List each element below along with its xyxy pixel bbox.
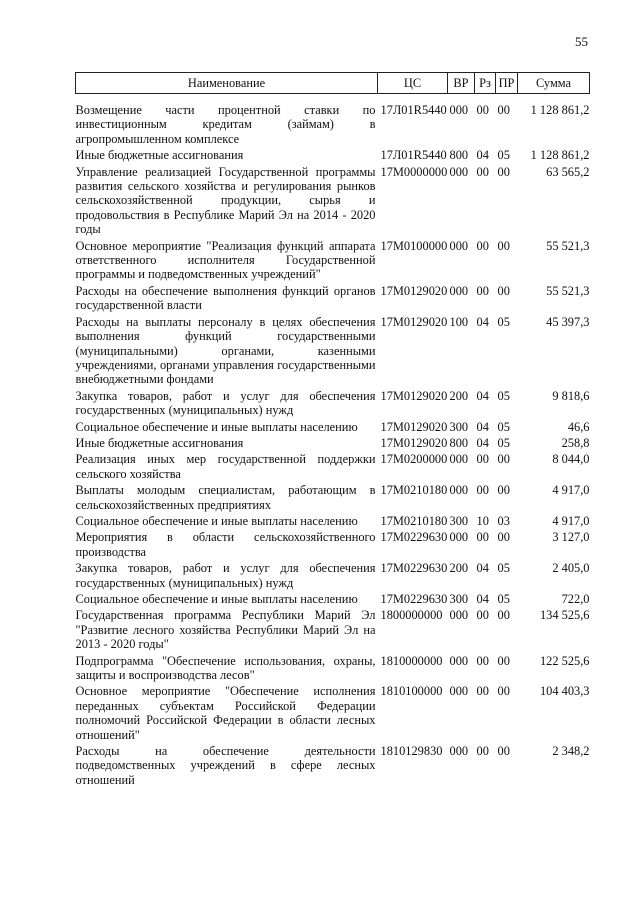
cell-sum: 45 397,3 [546,314,590,329]
cell-rz: 00 [476,103,489,117]
cell-pr: 05 [497,435,510,450]
cell-sum: 55 521,3 [546,283,590,298]
cell-name: Расходы на обеспечение выполнения функций органов государственной власти [75,283,376,313]
table-row [76,608,590,653]
cell-cs: 17М0229630 [380,530,448,545]
cell-vr: 800 [449,148,469,163]
table-row [76,654,590,685]
cell-sum: 2 405,0 [552,561,590,576]
cell-rz: 00 [476,653,489,668]
cell-vr: 000 [449,483,469,498]
cell-pr: 00 [497,452,510,467]
cell-name: Выплаты молодым специалистам, работающим в сельскохозяйственных предприятиях [75,483,376,512]
cell-rz: 00 [476,684,489,699]
cell-rz: 00 [476,452,489,467]
cell-vr: 300 [449,419,469,434]
cell-vr: 000 [449,530,469,545]
cell-vr: 000 [449,283,469,298]
cell-name: Основное мероприятие "Реализация функций аппарата ответственного исполнителя Государственной программы и подведомственных учреждений" [75,238,376,282]
table-row [76,239,590,284]
budget-table [75,72,590,789]
cell-name: Расходы на обеспечение деятельности подведомственных учреждений в сфере лесных отношений [75,744,376,787]
cell-cs: 17М0100000 [380,238,448,253]
cell-pr: 05 [497,592,510,606]
cell-name: Возмещение части процентной ставки по инвестиционным кредитам (займам) в агропромышленном комплексе [75,103,376,146]
cell-pr: 05 [497,388,510,403]
cell-name: Иные бюджетные ассигнования [75,435,244,450]
cell-cs: 17М0129020 [380,314,448,329]
table-row [76,452,590,483]
cell-name: Мероприятия в области сельскохозяйственного производства [75,530,376,559]
table-row [76,148,590,164]
header-rz: Рз [475,73,496,94]
cell-vr: 000 [449,238,469,253]
cell-sum: 8 044,0 [552,452,590,467]
cell-cs: 17Л01R5440 [380,148,447,163]
cell-cs: 1810000000 [380,653,443,668]
table-row [76,514,590,530]
cell-pr: 00 [497,744,510,759]
cell-vr: 300 [449,513,469,528]
cell-vr: 300 [449,592,469,606]
cell-cs: 17М0129020 [380,435,448,450]
table-row [76,284,590,315]
header-pr: ПР [496,73,518,94]
cell-rz: 00 [476,164,489,179]
cell-pr: 00 [497,483,510,498]
cell-rz: 04 [476,561,489,576]
table-row [76,483,590,514]
header-sum: Сумма [518,73,590,94]
cell-pr: 00 [497,283,510,298]
cell-vr: 000 [449,164,469,179]
cell-pr: 00 [497,608,510,623]
cell-rz: 00 [476,238,489,253]
cell-sum: 258,8 [561,435,590,450]
cell-name: Расходы на выплаты персоналу в целях обеспечения выполнения функций государственными (муниципальными) органами, казенными учреждениями, органами управления государственными внебюджетными фондами [75,314,376,387]
cell-sum: 4 917,0 [552,513,590,528]
cell-vr: 000 [449,452,469,467]
cell-cs: 17М0129020 [380,283,448,298]
cell-rz: 00 [476,608,489,623]
cell-pr: 03 [497,513,510,528]
cell-name: Подпрограмма "Обеспечение использования, охраны, защиты и воспроизводства лесов" [75,653,376,683]
table-row [76,592,590,608]
cell-cs: 1810129830 [380,744,443,759]
cell-pr: 05 [497,561,510,576]
cell-name: Социальное обеспечение и иные выплаты населению [75,513,358,528]
cell-sum: 2 348,2 [552,744,590,759]
cell-pr: 00 [497,164,510,179]
cell-name: Социальное обеспечение и иные выплаты населению [75,592,358,606]
cell-rz: 04 [476,388,489,403]
cell-cs: 17М0210180 [380,513,448,528]
cell-sum: 63 565,2 [546,164,590,179]
cell-vr: 200 [449,561,469,576]
cell-cs: 1800000000 [380,608,443,623]
table-row [76,561,590,592]
cell-cs: 1810100000 [380,684,443,699]
table-row [76,530,590,561]
cell-vr: 100 [449,314,469,329]
cell-vr: 000 [449,653,469,668]
cell-sum: 3 127,0 [552,530,590,545]
header-vr: ВР [448,73,475,94]
cell-sum: 1 128 861,2 [530,103,590,117]
cell-name: Реализация иных мер государственной поддержки сельского хозяйства [75,452,376,481]
header-cs: ЦС [378,73,448,94]
cell-cs: 17М0210180 [380,483,448,498]
page-number: 55 [575,34,588,49]
cell-rz: 10 [476,513,489,528]
cell-name: Государственная программа Республики Марий Эл "Развитие лесного хозяйства Республики Марий Эл на 2013 - 2020 годы" [75,608,376,652]
cell-vr: 000 [449,684,469,699]
cell-vr: 800 [449,435,469,450]
cell-name: Закупка товаров, работ и услуг для обеспечения государственных (муниципальных) нужд [75,388,376,418]
cell-sum: 722,0 [561,592,590,606]
cell-rz: 04 [476,592,489,606]
table-header [76,73,590,94]
cell-sum: 46,6 [567,419,590,434]
cell-pr: 00 [497,653,510,668]
cell-cs: 17М0229630 [380,561,448,576]
cell-cs: 17М0200000 [380,452,448,467]
table-body [76,94,590,790]
table-row [76,744,590,789]
cell-name: Социальное обеспечение и иные выплаты населению [75,419,358,434]
cell-vr: 000 [449,103,469,117]
cell-rz: 04 [476,314,489,329]
cell-cs: 17М0129020 [380,388,448,403]
cell-pr: 05 [497,314,510,329]
cell-sum: 55 521,3 [546,238,590,253]
table-row [76,94,590,149]
cell-sum: 9 818,6 [552,388,590,403]
cell-sum: 104 403,3 [539,684,590,699]
cell-pr: 00 [497,530,510,545]
cell-pr: 00 [497,238,510,253]
table-row [76,165,590,239]
cell-rz: 00 [476,530,489,545]
table-row [76,315,590,389]
cell-cs: 17М0229630 [380,592,448,606]
cell-pr: 00 [497,103,510,117]
cell-name: Закупка товаров, работ и услуг для обеспечения государственных (муниципальных) нужд [75,561,376,590]
cell-pr: 00 [497,684,510,699]
table-row [76,420,590,436]
cell-rz: 00 [476,283,489,298]
cell-rz: 04 [476,419,489,434]
cell-name: Иные бюджетные ассигнования [75,148,244,163]
cell-cs: 17Л01R5440 [380,103,447,117]
cell-rz: 04 [476,435,489,450]
cell-vr: 200 [449,388,469,403]
cell-vr: 000 [449,744,469,759]
cell-rz: 00 [476,744,489,759]
cell-sum: 122 525,6 [539,653,590,668]
header-name: Наименование [76,73,378,94]
table-row [76,684,590,744]
cell-cs: 17М0129020 [380,419,448,434]
cell-sum: 4 917,0 [552,483,590,498]
cell-sum: 1 128 861,2 [530,148,590,163]
table-row [76,436,590,452]
cell-sum: 134 525,6 [539,608,590,623]
cell-vr: 000 [449,608,469,623]
cell-rz: 00 [476,483,489,498]
cell-pr: 05 [497,419,510,434]
table-row [76,389,590,420]
cell-pr: 05 [497,148,510,163]
cell-name: Управление реализацией Государственной программы развития сельского хозяйства и регулирования рынков сельскохозяйственной продукции, сырья и продовольствия в Республике Марий Эл на 2014 - 2020 годы [75,164,376,237]
cell-cs: 17М0000000 [380,164,448,179]
cell-name: Основное мероприятие "Обеспечение исполнения переданных субъектам Российской Федерации полномочий Российской Федерации в области лесных отношений" [75,684,376,742]
cell-rz: 04 [476,148,489,163]
